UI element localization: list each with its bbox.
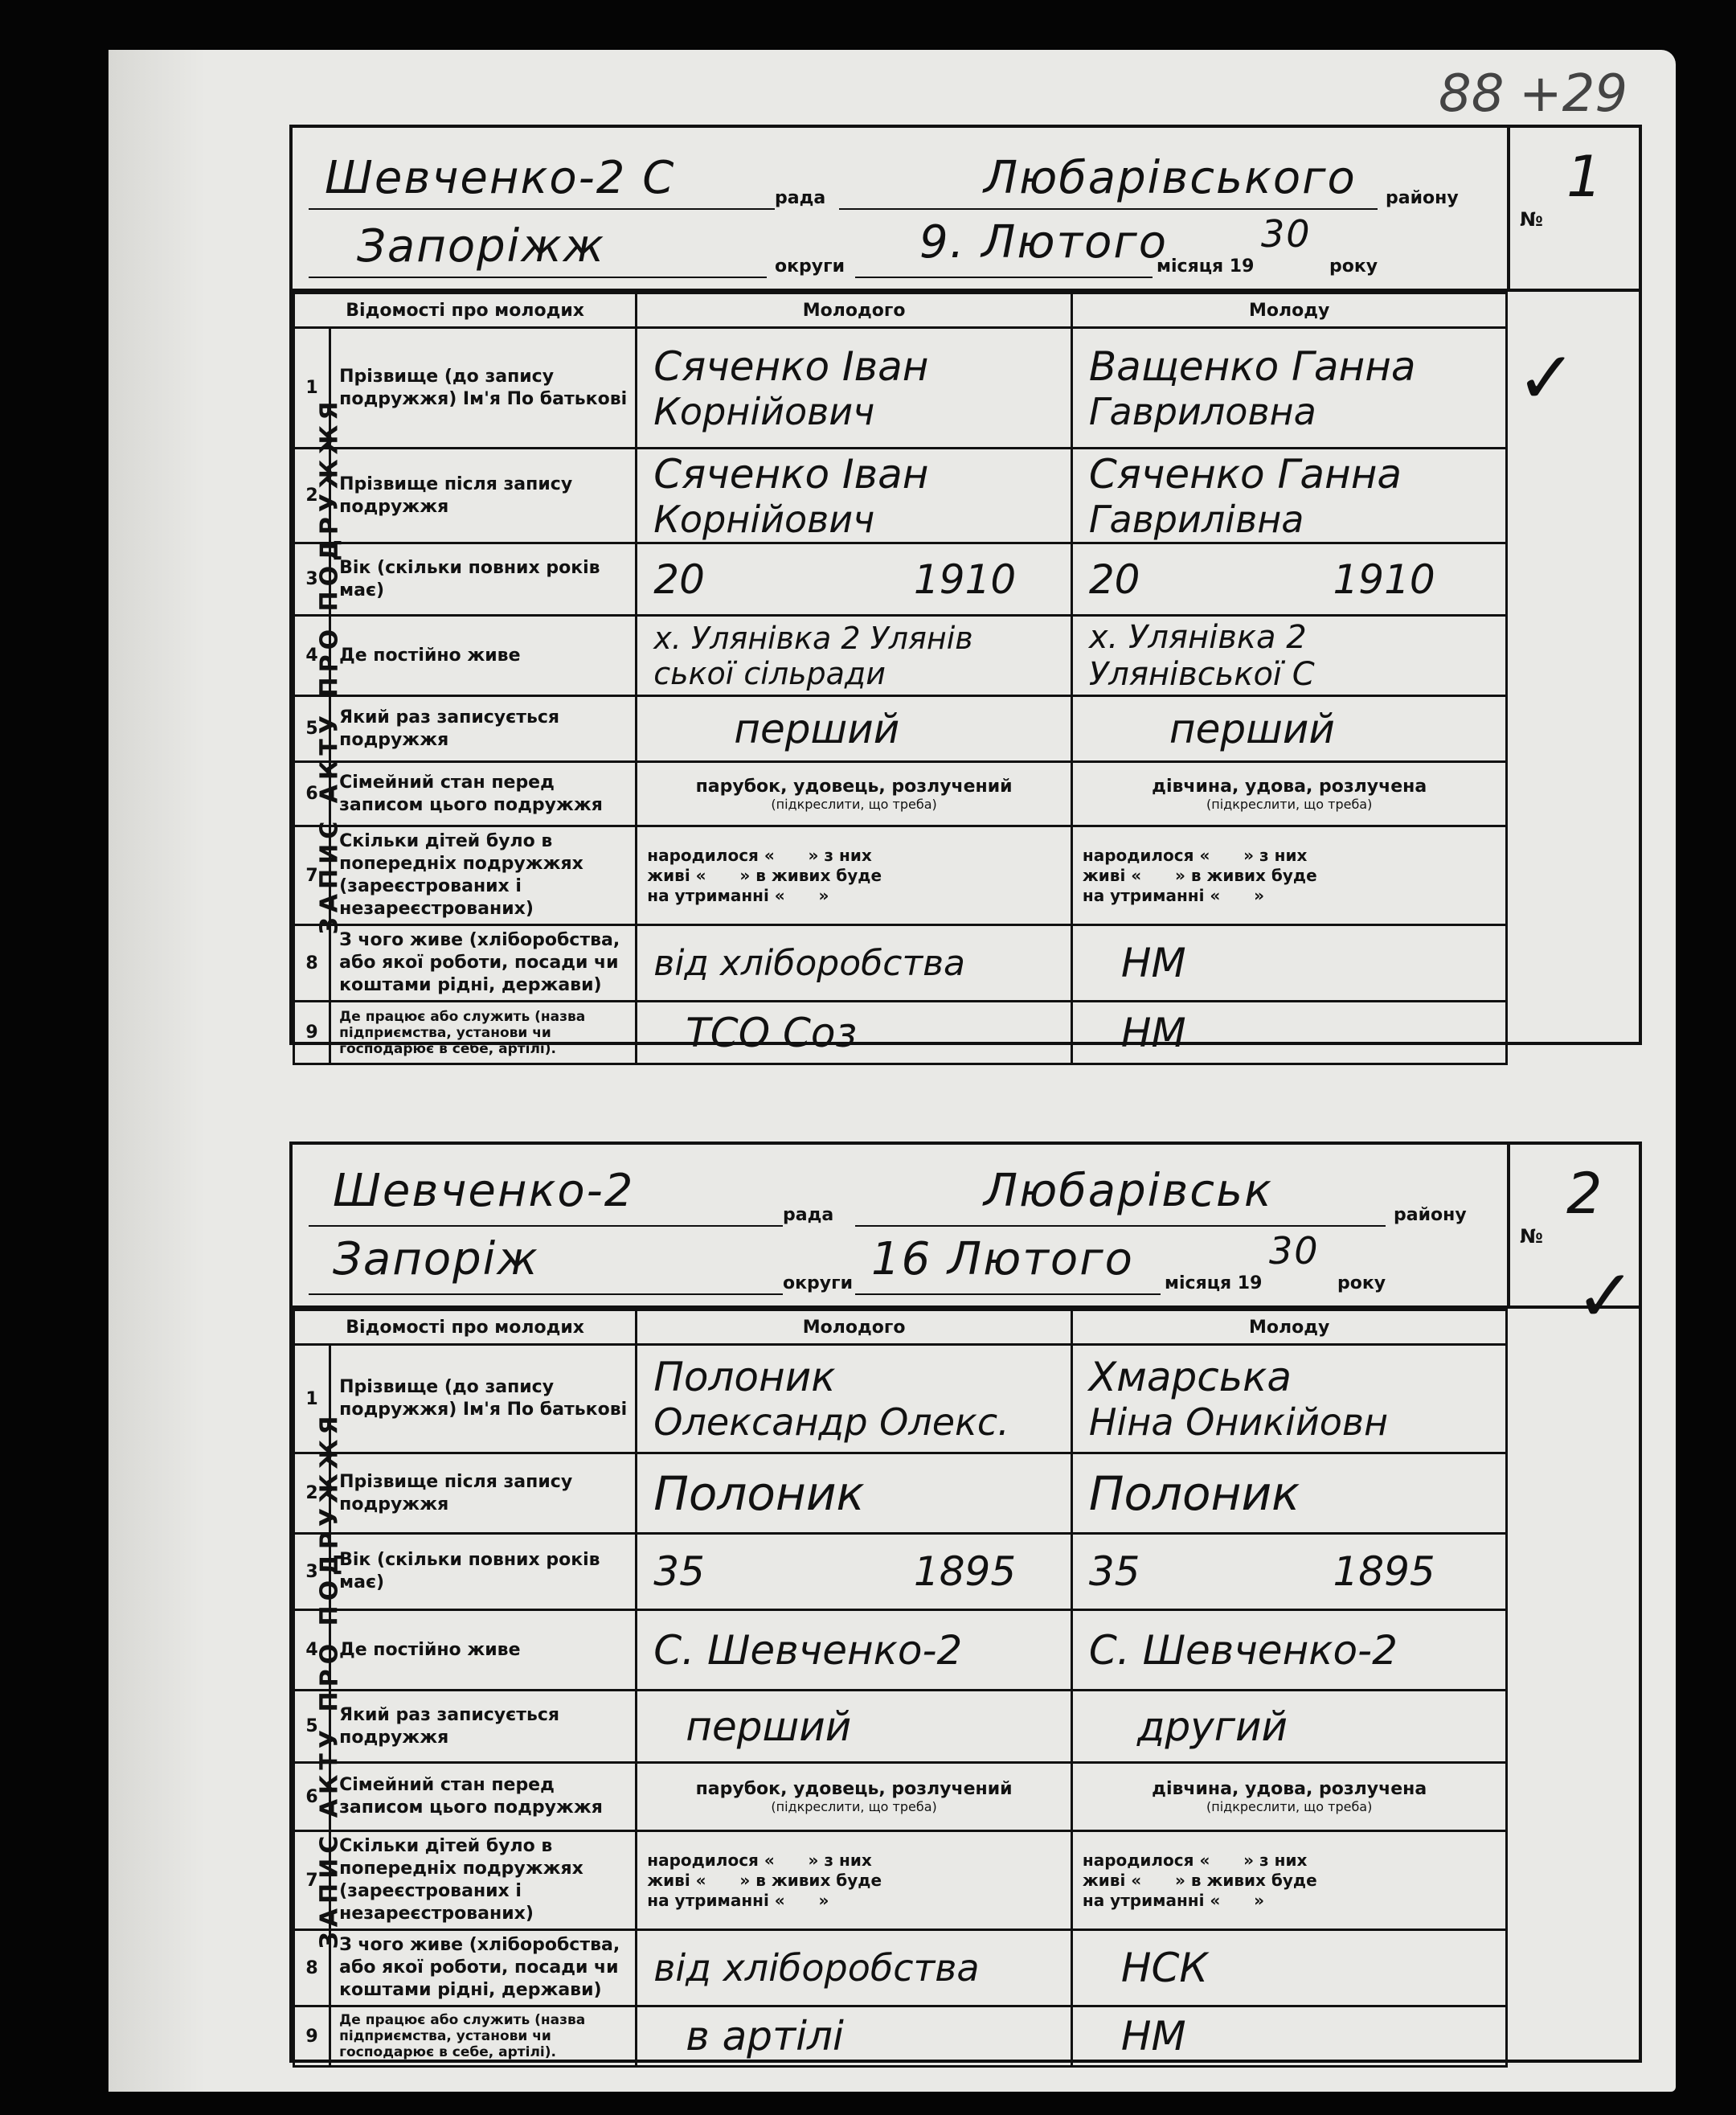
- row-age-label: Вік (скільки повних років має): [330, 1534, 637, 1610]
- row-surname-after-label: Прізвище після запису подружжя: [330, 449, 637, 543]
- bride-after-1: Полоник: [1088, 1465, 1300, 1521]
- groom-children: народилося « » з них живі « » в живих буде на утриманні « »: [637, 1831, 1072, 1930]
- bride-times: перший: [1071, 696, 1507, 762]
- groom-birth-year: 1895: [913, 1548, 1017, 1595]
- bride-work: НМ: [1071, 1002, 1507, 1064]
- marriage-record-2: [177, 1142, 1656, 2066]
- month-label: місяця 19: [1157, 256, 1255, 277]
- groom-after-1: Сяченко Іван: [653, 450, 929, 498]
- bride-age: 35: [1088, 1548, 1140, 1595]
- month-label: місяця 19: [1165, 1273, 1263, 1293]
- groom-work: ТСО Соз: [637, 1002, 1072, 1064]
- groom-work: в артілі: [637, 2006, 1072, 2067]
- underline-note: (підкреслити, що треба): [771, 1799, 937, 1814]
- groom-residence-1: х. Улянівка 2 Улянів: [653, 620, 973, 656]
- row-status-label: Сімейний стан перед записом цього подружжя: [330, 762, 637, 826]
- bride-children: народилося « » з них живі « » в живих буде на утриманні « »: [1071, 1831, 1507, 1930]
- year-value: 30: [1261, 212, 1312, 256]
- groom-age: 35: [653, 1548, 705, 1595]
- rada-label: рада: [783, 1205, 834, 1225]
- bride-birth-year: 1910: [1333, 555, 1435, 603]
- col-info-header: Відомості про молодих: [294, 293, 637, 328]
- rada-label: рада: [775, 188, 826, 208]
- col-groom-header: Молодого: [637, 1310, 1072, 1345]
- bride-work: НМ: [1071, 2006, 1507, 2067]
- row-age-label: Вік (скільки повних років має): [330, 543, 637, 616]
- raion-value: Любарівськ: [984, 1165, 1273, 1217]
- date-value: 9. Лютого: [919, 216, 1169, 268]
- raion-label: району: [1386, 188, 1459, 208]
- record-number: 1: [1566, 144, 1603, 210]
- archive-number-mark: 88: [1439, 64, 1505, 124]
- bride-status-options: дівчина, удова, розлучена: [1152, 776, 1427, 797]
- groom-birth-year: 1910: [913, 555, 1017, 603]
- underline-note: (підкреслити, що треба): [1206, 796, 1373, 812]
- col-bride-header: Молоду: [1071, 293, 1507, 328]
- bride-residence-1: С. Шевченко-2: [1088, 1626, 1398, 1674]
- okruha-value: Запоріжж: [357, 220, 606, 273]
- groom-residence-2: ської сільради: [653, 655, 886, 691]
- row-work-label: Де працює або служить (назва підприємства, установи чи господарює в себе, артілі).: [330, 1002, 637, 1064]
- bride-name: Хмарська: [1088, 1354, 1292, 1400]
- row-income-label: З чого живе (хліборобства, або якої роботи, посади чи коштами рідні, держави): [330, 1930, 637, 2006]
- raion-value: Любарівського: [984, 152, 1357, 204]
- groom-income: від хліборобства: [637, 1930, 1072, 2006]
- bride-after-1: Сяченко Ганна: [1088, 450, 1402, 498]
- bride-times: другий: [1071, 1691, 1507, 1763]
- row-name-label: Прізвище (до запису подружжя) Ім'я По батькові: [330, 328, 637, 449]
- row-income-label: З чого живе (хліборобства, або якої роботи, посади чи коштами рідні, держави): [330, 925, 637, 1002]
- row-name-label: Прізвище (до запису подружжя) Ім'я По батькові: [330, 1345, 637, 1453]
- row-children-label: Скільки дітей було в попередніх подружжях (зареєстрованих і незареєстрованих): [330, 826, 637, 925]
- row-work-label: Де працює або служить (назва підприємства, установи чи господарює в себе, артілі).: [330, 2006, 637, 2067]
- record-number: 2: [1566, 1161, 1603, 1227]
- bride-income: НМ: [1071, 925, 1507, 1002]
- groom-patronymic: Олександр Олекс.: [653, 1400, 1009, 1444]
- row-residence-label: Де постійно живе: [330, 616, 637, 696]
- bride-children: народилося « » з них живі « » в живих буде на утриманні « »: [1071, 826, 1507, 925]
- underline-note: (підкреслити, що треба): [771, 796, 937, 812]
- checkmark-icon: ✓: [1516, 335, 1577, 420]
- groom-children: народилося « » з них живі « » в живих буде на утриманні « »: [637, 826, 1072, 925]
- groom-times: перший: [637, 1691, 1072, 1763]
- groom-name: Полоник: [653, 1354, 836, 1400]
- vertical-title: ЗАПИС АКТУ ПРО ПОДРУЖЖЯ: [315, 1411, 344, 1949]
- okruha-label: округи: [783, 1273, 854, 1293]
- bride-birth-year: 1895: [1333, 1548, 1435, 1595]
- checkmark-icon: ✓: [1575, 1254, 1636, 1338]
- page-number-mark: +29: [1519, 64, 1628, 124]
- bride-residence-1: х. Улянівка 2: [1088, 618, 1307, 656]
- row-children-label: Скільки дітей було в попередніх подружжях (зареєстрованих і незареєстрованих): [330, 1831, 637, 1930]
- marriage-record-1: [177, 125, 1656, 1057]
- raion-label: району: [1394, 1205, 1467, 1225]
- bride-after-2: Гаврилівна: [1088, 497, 1304, 541]
- record-header: [293, 128, 1639, 292]
- col-bride-header: Молоду: [1071, 1310, 1507, 1345]
- number-label: №: [1520, 208, 1543, 231]
- bride-status-options: дівчина, удова, розлучена: [1152, 1779, 1427, 1799]
- bride-age: 20: [1088, 555, 1140, 603]
- groom-age: 20: [653, 555, 705, 603]
- groom-after-2: Корнійович: [653, 497, 875, 541]
- row-surname-after-label: Прізвище після запису подружжя: [330, 1453, 637, 1534]
- row-residence-label: Де постійно живе: [330, 1610, 637, 1691]
- record-number-box: [1507, 128, 1639, 289]
- rada-value: Шевченко-2 С: [325, 152, 676, 204]
- bride-residence-2: Улянівської С: [1088, 655, 1315, 693]
- underline-note: (підкреслити, що треба): [1206, 1799, 1373, 1814]
- groom-patronymic: Корнійович: [653, 389, 875, 433]
- groom-name: Сяченко Іван: [653, 342, 929, 390]
- okruha-value: Запоріж: [333, 1233, 539, 1285]
- bride-patronymic: Гавриловна: [1088, 389, 1316, 433]
- record-header: [293, 1145, 1639, 1309]
- row-status-label: Сімейний стан перед записом цього подружжя: [330, 1763, 637, 1831]
- groom-residence-1: С. Шевченко-2: [653, 1626, 963, 1674]
- year-label: року: [1329, 256, 1378, 277]
- record-table: Відомості про молодих Молодого Молоду 1 Прізвище (до запису подружжя) Ім'я По батькові Сяченко Іван Корнійович Ващенко Ганна Гавриловна ✓ 2 Прізвище після запису подружжя Сяченко Іван Корнійович Сяченко Ганна Гаврилівна 3 Вік (скільки повних років має) 20 1910 20 1910 4 Де постійно живе х. Улянівка 2 Улянів ської сільради х. Улянівка 2 Улянівської С 5 Який раз записується подружжя перший перший 6 Сімейний стан перед записом цього подружжя парубок, удовець, розлучений (підкреслити, що треба) дівчина, удова, розлучена (підкреслити, що треба) 7 Скільки дітей було в попередніх подружжях (зареєстрованих і незареєстрованих) народилося « » з них живі « » в живих буде на утриманні « » народилося « » з них живі « » в живих буде на утриманні « » 8 З чого живе (хліборобства, або якої роботи, посади чи коштами рідні, держави) від хліборобства НМ 9 Де працює або служить (назва підприємства, установи чи господарює в себе, артілі). ТСО Соз НМ: [293, 292, 1639, 1065]
- bride-income: НСК: [1071, 1930, 1507, 2006]
- record-frame: [289, 1142, 1642, 2063]
- groom-status-options: парубок, удовець, розлучений: [695, 776, 1013, 797]
- groom-after-1: Полоник: [653, 1465, 865, 1521]
- col-groom-header: Молодого: [637, 293, 1072, 328]
- row-times-label: Який раз записується подружжя: [330, 696, 637, 762]
- row-times-label: Який раз записується подружжя: [330, 1691, 637, 1763]
- record-table: Відомості про молодих Молодого Молоду 1 Прізвище (до запису подружжя) Ім'я По батькові Полоник Олександр Олекс. Хмарська Ніна Оникійовн 2 Прізвище після запису подружжя Полоник Полоник 3 Вік (скільки повних років має) 35 1895 35 1895 4 Де постійно живе С. Шевченко-2 С. Шевченко-2 5 Який раз записується подружжя перший другий 6 Сімейний стан перед записом цього подружжя парубок, удовець, розлучений (підкреслити, що треба) дівчина, удова, розлучена (підкреслити, що треба) 7 Скільки дітей було в попередніх подружжях (зареєстрованих і незареєстрованих) народилося « » з них живі « » в живих буде на утриманні « » народилося « » з них живі « » в живих буде на утриманні « » 8 З чого живе (хліборобства, або якої роботи, посади чи коштами рідні, держави) від хліборобства НСК 9 Де працює або служить (назва підприємства, установи чи господарює в себе, артілі). в артілі НМ: [293, 1309, 1639, 2068]
- okruha-label: округи: [775, 256, 845, 277]
- date-value: 16 Лютого: [871, 1233, 1134, 1285]
- record-frame: [289, 125, 1642, 1057]
- groom-income: від хліборобства: [637, 925, 1072, 1002]
- groom-status-options: парубок, удовець, розлучений: [695, 1779, 1013, 1799]
- groom-times: перший: [637, 696, 1072, 762]
- col-info-header: Відомості про молодих: [294, 1310, 637, 1345]
- bride-name: Ващенко Ганна: [1088, 342, 1416, 390]
- rada-value: Шевченко-2: [333, 1165, 635, 1217]
- number-label: №: [1520, 1225, 1543, 1248]
- bride-patronymic: Ніна Оникійовн: [1088, 1400, 1389, 1444]
- year-value: 30: [1269, 1229, 1320, 1273]
- year-label: року: [1337, 1273, 1386, 1293]
- vertical-title: ЗАПИС АКТУ ПРО ПОДРУЖЖЯ: [315, 396, 344, 935]
